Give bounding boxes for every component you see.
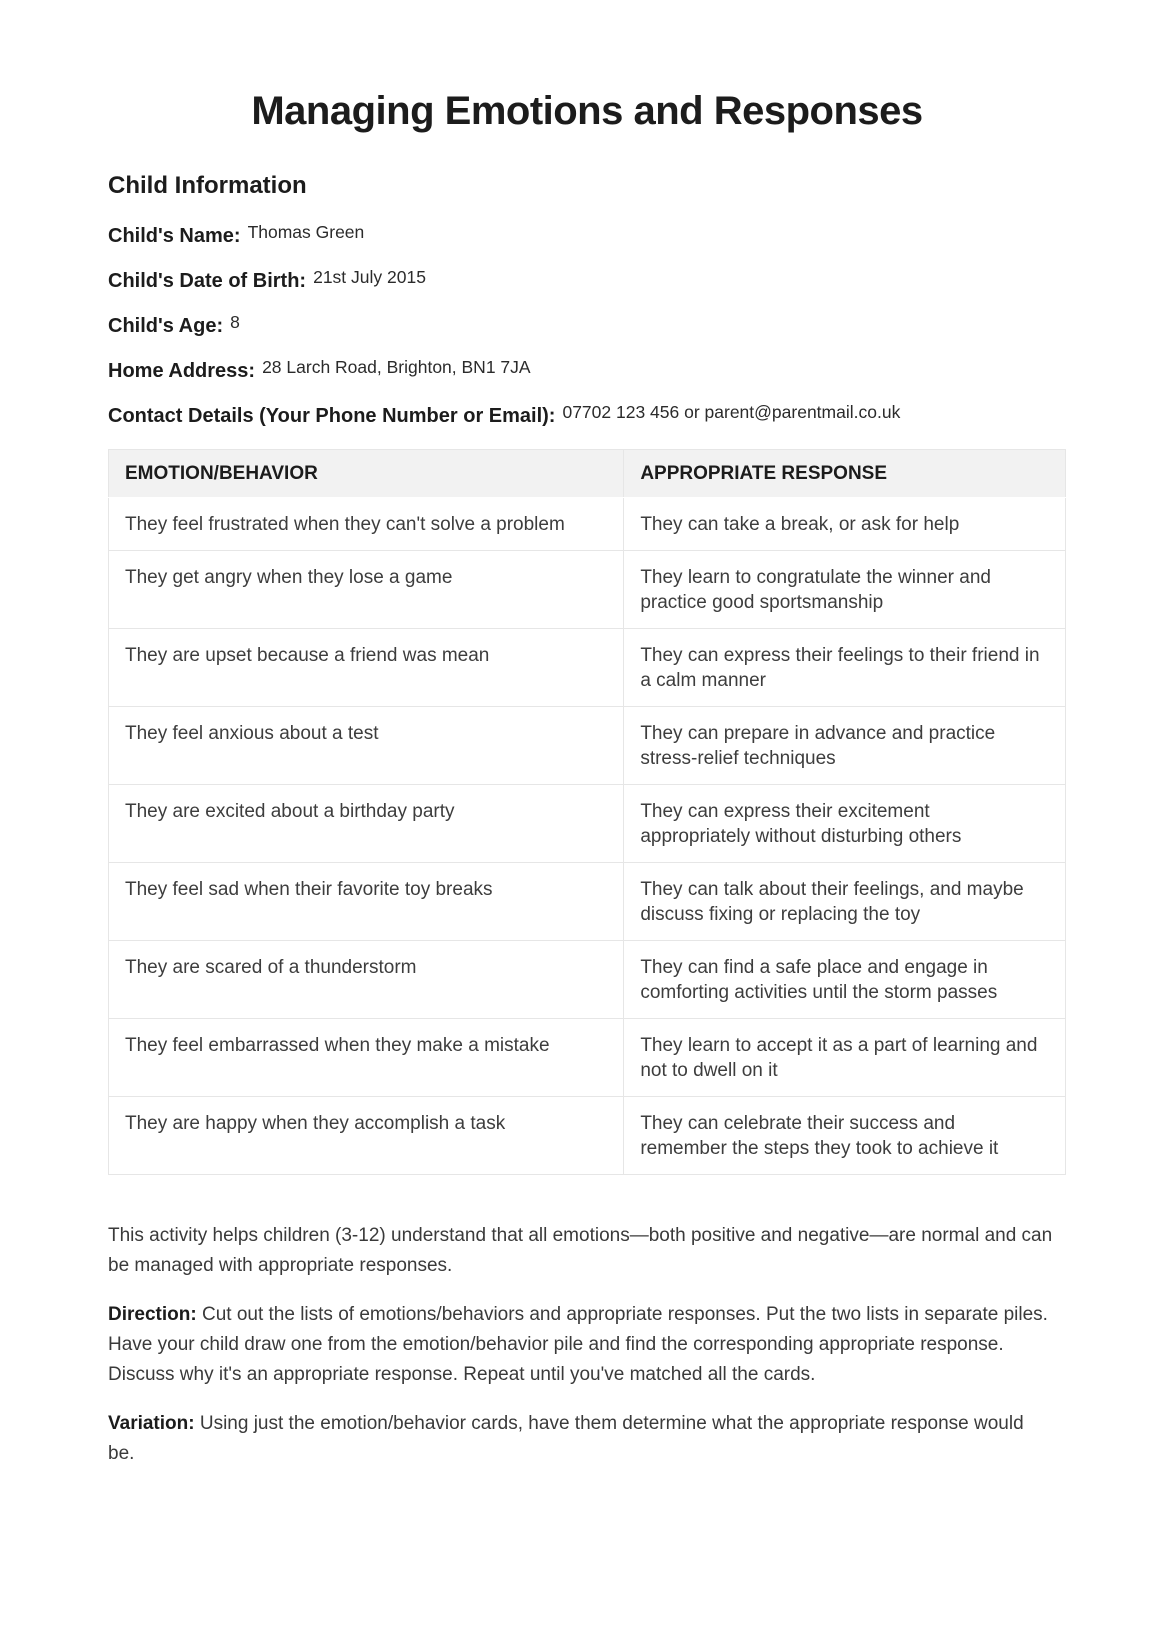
child-info-field [108, 404, 1066, 428]
emotion-cell: They feel sad when their favorite toy breaks [109, 863, 624, 941]
table-row [109, 498, 1066, 551]
emotion-cell: They are scared of a thunderstorm [109, 941, 624, 1019]
emotion-cell: They are happy when they accomplish a task [109, 1097, 624, 1175]
field-label: Contact Details (Your Phone Number or Email): [108, 405, 556, 427]
page-title: Managing Emotions and Responses [251, 89, 923, 133]
table-header-row [109, 450, 1066, 498]
field-value: 28 Larch Road, Brighton, BN1 7JA [262, 357, 531, 377]
child-info-field [108, 269, 1066, 293]
activity-description: This activity helps children (3-12) understand that all emotions—both positive and negative—are normal and can be managed with appropriate responses. [108, 1225, 1053, 1276]
response-cell: They can express their feelings to their friend in a calm manner [624, 629, 1066, 707]
child-info-field [108, 224, 1066, 248]
child-information-fields [108, 224, 1066, 428]
emotion-cell: They get angry when they lose a game [109, 551, 624, 629]
field-label: Child's Age: [108, 315, 224, 337]
table-row [109, 629, 1066, 707]
emotion-cell: They feel anxious about a test [109, 707, 624, 785]
emotion-cell: They feel embarrassed when they make a mistake [109, 1019, 624, 1097]
response-cell: They learn to congratulate the winner and practice good sportsmanship [624, 551, 1066, 629]
column-header-appropriate-response: APPROPRIATE RESPONSE [624, 450, 1066, 498]
field-value: 8 [230, 312, 240, 332]
column-header-emotion-behavior: EMOTION/BEHAVIOR [109, 450, 624, 498]
table-row [109, 707, 1066, 785]
variation-text: Using just the emotion/behavior cards, have them determine what the appropriate response would be. [108, 1413, 1024, 1464]
direction-label: Direction: [108, 1304, 197, 1325]
direction-paragraph [108, 1300, 1053, 1390]
table-row [109, 785, 1066, 863]
field-value: 21st July 2015 [313, 267, 426, 287]
variation-paragraph [108, 1409, 1053, 1469]
field-label: Home Address: [108, 360, 256, 382]
variation-label: Variation: [108, 1413, 195, 1434]
table-row [109, 941, 1066, 1019]
response-cell: They learn to accept it as a part of learning and not to dwell on it [624, 1019, 1066, 1097]
response-cell: They can prepare in advance and practice stress-relief techniques [624, 707, 1066, 785]
emotion-cell: They feel frustrated when they can't solve a problem [109, 498, 624, 551]
response-cell: They can take a break, or ask for help [624, 498, 1066, 551]
emotion-response-table [108, 449, 1066, 1175]
child-info-field [108, 359, 1066, 383]
table-row [109, 863, 1066, 941]
child-information-heading: Child Information [108, 172, 307, 199]
response-cell: They can find a safe place and engage in comforting activities until the storm passes [624, 941, 1066, 1019]
field-value: 07702 123 456 or parent@parentmail.co.uk [562, 402, 901, 422]
child-info-field [108, 314, 1066, 338]
emotion-cell: They are excited about a birthday party [109, 785, 624, 863]
response-cell: They can talk about their feelings, and maybe discuss fixing or replacing the toy [624, 863, 1066, 941]
field-label: Child's Date of Birth: [108, 270, 307, 292]
field-value: Thomas Green [247, 222, 365, 242]
response-cell: They can express their excitement appropriately without disturbing others [624, 785, 1066, 863]
emotion-cell: They are upset because a friend was mean [109, 629, 624, 707]
response-cell: They can celebrate their success and remember the steps they took to achieve it [624, 1097, 1066, 1175]
instructions-section [108, 1221, 1066, 1469]
table-row [109, 1097, 1066, 1175]
field-label: Child's Name: [108, 225, 241, 247]
table-row [109, 551, 1066, 629]
direction-text: Cut out the lists of emotions/behaviors and appropriate responses. Put the two lists in separate piles. Have your child draw one from the emotion/behavior pile and find the corresponding appropriate response. Discuss why it's an appropriate response. Repeat until you've matched all the cards. [108, 1304, 1048, 1385]
table-row [109, 1019, 1066, 1097]
